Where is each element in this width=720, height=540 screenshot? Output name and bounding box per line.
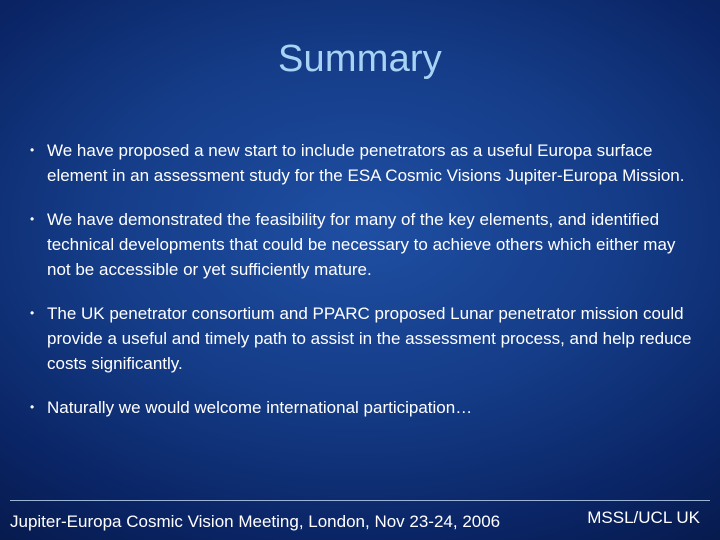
bullet-text: We have proposed a new start to include penetrators as a useful Europa surface element in an assessment study for the ESA Cosmic Visions Jupiter-Europa Mission. (47, 141, 685, 185)
bullet-text: We have demonstrated the feasibility for many of the key elements, and identified technical developments that could be necessary to achieve others which either may not be accessible or yet sufficiently mature. (47, 210, 676, 279)
bullet-item (30, 138, 695, 188)
slide-title: Summary (278, 38, 442, 80)
bullet-item (30, 395, 695, 420)
bullet-marker: • (30, 143, 35, 157)
bullet-list (30, 138, 695, 420)
footer-divider (10, 500, 710, 501)
bullet-item (30, 207, 695, 282)
bullet-marker: • (30, 400, 35, 414)
footer-meeting-info: Jupiter-Europa Cosmic Vision Meeting, London, Nov 23-24, 2006 (10, 512, 501, 531)
bullet-marker: • (30, 212, 35, 226)
bullet-text: Naturally we would welcome international participation… (47, 398, 473, 417)
bullet-text: The UK penetrator consortium and PPARC proposed Lunar penetrator mission could provide a useful and timely path to assist in the assessment process, and help reduce costs significantly. (47, 304, 692, 373)
bullet-marker: • (30, 306, 35, 320)
footer-organization: MSSL/UCL UK (587, 508, 700, 527)
bullet-item (30, 301, 695, 376)
